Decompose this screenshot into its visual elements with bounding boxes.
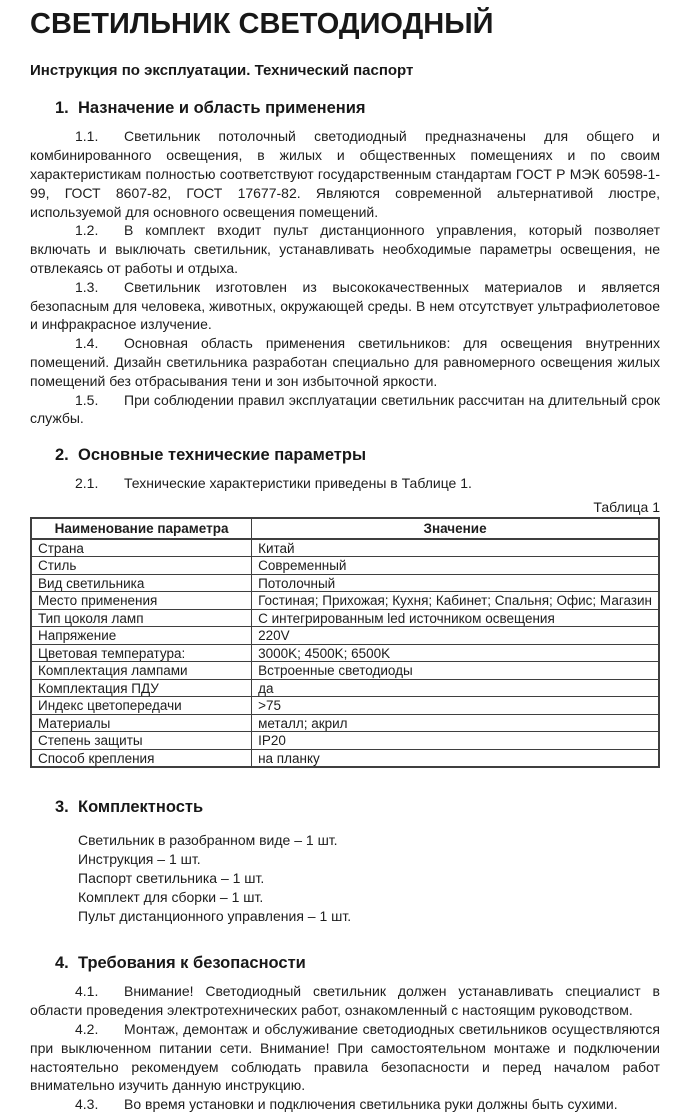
table-cell-parameter: Тип цоколя ламп xyxy=(31,609,252,627)
paragraph-1-1-text: Светильник потолочный светодиодный предназначены для общего и комбинированного освещения, в жилых и общественных помещениях и по своим характеристикам полностью соответствуют государственным стандартам ГОСТ Р МЭК 60598-1-99, ГОСТ 8607-82, ГОСТ 17677-82. Являются современной альтернативой люстре, используемой для основного освещения помещений. xyxy=(30,128,660,220)
section-3-number: 3. xyxy=(55,798,69,817)
kit-item-remote: Пульт дистанционного управления – 1 шт. xyxy=(78,908,352,925)
table-row xyxy=(31,574,659,592)
table-cell-value: С интегрированным led источником освещения xyxy=(252,609,659,627)
section-1-number: 1. xyxy=(55,99,69,118)
paragraph-4-2-number: 4.2. xyxy=(75,1020,99,1037)
table-caption: Таблица 1 xyxy=(593,498,660,515)
section-3-heading xyxy=(30,798,660,817)
table-row xyxy=(31,714,659,732)
section-2-heading xyxy=(30,446,660,465)
table-row xyxy=(31,557,659,575)
kit-item-instruction: Инструкция – 1 шт. xyxy=(78,851,201,868)
table-cell-parameter: Комплектация ПДУ xyxy=(31,679,252,697)
paragraph-1-1 xyxy=(30,127,660,221)
section-4-title: Требования к безопасности xyxy=(78,954,306,973)
kit-item-lamp: Светильник в разобранном виде – 1 шт. xyxy=(78,832,338,849)
table-header-parameter: Наименование параметра xyxy=(31,518,252,539)
table-cell-parameter: Вид светильника xyxy=(31,574,252,592)
paragraph-4-1-number: 4.1. xyxy=(75,983,99,1000)
table-cell-parameter: Способ крепления xyxy=(31,749,252,767)
table-row xyxy=(31,609,659,627)
table-row xyxy=(31,662,659,680)
table-row xyxy=(31,592,659,610)
table-row xyxy=(31,679,659,697)
paragraph-4-2 xyxy=(30,1020,660,1095)
paragraph-1-5-text: При соблюдении правил эксплуатации светильник рассчитан на длительный срок службы. xyxy=(30,391,660,427)
section-1-body xyxy=(30,127,660,428)
paragraph-1-4-number: 1.4. xyxy=(75,335,99,352)
table-cell-value: Современный xyxy=(252,557,659,575)
section-4-heading xyxy=(30,954,660,973)
table-cell-value: да xyxy=(252,679,659,697)
paragraph-2-1 xyxy=(30,474,660,493)
paragraph-4-3-text: Во время установки и подключения светильника руки должны быть сухими. xyxy=(124,1096,618,1113)
section-1-title: Назначение и область применения xyxy=(78,99,366,118)
table-row xyxy=(31,539,659,557)
section-2-title: Основные технические параметры xyxy=(78,446,367,465)
section-1-heading xyxy=(30,99,660,118)
paragraph-1-3 xyxy=(30,278,660,334)
section-3-title: Комплектность xyxy=(78,798,204,817)
table-cell-value: >75 xyxy=(252,697,659,715)
paragraph-1-2 xyxy=(30,221,660,277)
paragraph-1-4 xyxy=(30,334,660,390)
table-cell-parameter: Материалы xyxy=(31,714,252,732)
paragraph-1-3-text: Светильник изготовлен из высококачественных материалов и является безопасным для человека, животных, окружающей среды. В нем отсутствует ультрафиолетовое и инфракрасное излучение. xyxy=(30,278,660,333)
table-cell-parameter: Страна xyxy=(31,539,252,557)
table-row xyxy=(31,697,659,715)
table-cell-value: Потолочный xyxy=(252,574,659,592)
table-cell-value: металл; акрил xyxy=(252,714,659,732)
paragraph-1-1-number: 1.1. xyxy=(75,128,99,145)
table-cell-parameter: Комплектация лампами xyxy=(31,662,252,680)
paragraph-4-3-number: 4.3. xyxy=(75,1096,99,1113)
paragraph-1-5 xyxy=(30,391,660,429)
paragraph-1-4-text: Основная область применения светильников: для освещения внутренних помещений. Дизайн светильника разработан специально для равномерного освещения жилых помещений без отбрасывания тени и зон избыточной яркости. xyxy=(30,335,660,389)
table-cell-parameter: Место применения xyxy=(31,592,252,610)
section-4-number: 4. xyxy=(55,954,69,973)
table-cell-parameter: Стиль xyxy=(31,557,252,575)
table-row xyxy=(31,732,659,750)
section-2-body xyxy=(30,474,660,493)
paragraph-4-2-text: Монтаж, демонтаж и обслуживание светодиодных светильников осуществляются при выключенном питании сети. Внимание! При самостоятельном монтаже и подключении настоятельно рекомендуем соблюдать правила безопасности и перед началом работ внимательно изучить данную инструкцию. xyxy=(30,1020,660,1094)
paragraph-2-1-number: 2.1. xyxy=(75,475,99,492)
paragraph-1-5-number: 1.5. xyxy=(75,391,99,408)
table-cell-value: на планку xyxy=(252,749,659,767)
parameters-table xyxy=(30,517,660,769)
table-row xyxy=(31,749,659,767)
paragraph-4-3 xyxy=(30,1095,660,1114)
table-cell-value: Китай xyxy=(252,539,659,557)
table-row xyxy=(31,627,659,645)
table-cell-parameter: Степень защиты xyxy=(31,732,252,750)
table-cell-value: 220V xyxy=(252,627,659,645)
table-cell-value: Встроенные светодиоды xyxy=(252,662,659,680)
kit-item-passport: Паспорт светильника – 1 шт. xyxy=(78,870,265,887)
table-cell-value: IP20 xyxy=(252,732,659,750)
table-header-row xyxy=(31,518,659,539)
table-header-value: Значение xyxy=(252,518,659,539)
doc-title: СВЕТИЛЬНИК СВЕТОДИОДНЫЙ xyxy=(30,8,494,40)
kit-item-assembly-kit: Комплект для сборки – 1 шт. xyxy=(78,889,264,906)
table-cell-value: Гостиная; Прихожая; Кухня; Кабинет; Спальня; Офис; Магазин xyxy=(252,592,659,610)
section-4-body xyxy=(30,982,660,1114)
paragraph-4-1-text: Внимание! Светодиодный светильник должен устанавливать специалист в области проведения электротехнических работ, ознакомленный с настоящим руководством. xyxy=(30,983,660,1019)
table-cell-value: 3000K; 4500K; 6500K xyxy=(252,644,659,662)
paragraph-1-2-number: 1.2. xyxy=(75,222,99,239)
kit-list xyxy=(78,831,660,926)
paragraph-1-3-number: 1.3. xyxy=(75,278,99,295)
paragraph-2-1-text: Технические характеристики приведены в Таблице 1. xyxy=(124,475,472,492)
table-cell-parameter: Напряжение xyxy=(31,627,252,645)
doc-subtitle: Инструкция по эксплуатации. Технический паспорт xyxy=(30,62,414,80)
paragraph-1-2-text: В комплект входит пульт дистанционного управления, который позволяет включать и выключать светильник, устанавливать необходимые параметры освещения, не отвлекаясь от работы и отдыха. xyxy=(30,222,660,276)
table-row xyxy=(31,644,659,662)
paragraph-4-1 xyxy=(30,982,660,1020)
section-2-number: 2. xyxy=(55,446,69,465)
table-cell-parameter: Цветовая температура: xyxy=(31,644,252,662)
table-cell-parameter: Индекс цветопередачи xyxy=(31,697,252,715)
